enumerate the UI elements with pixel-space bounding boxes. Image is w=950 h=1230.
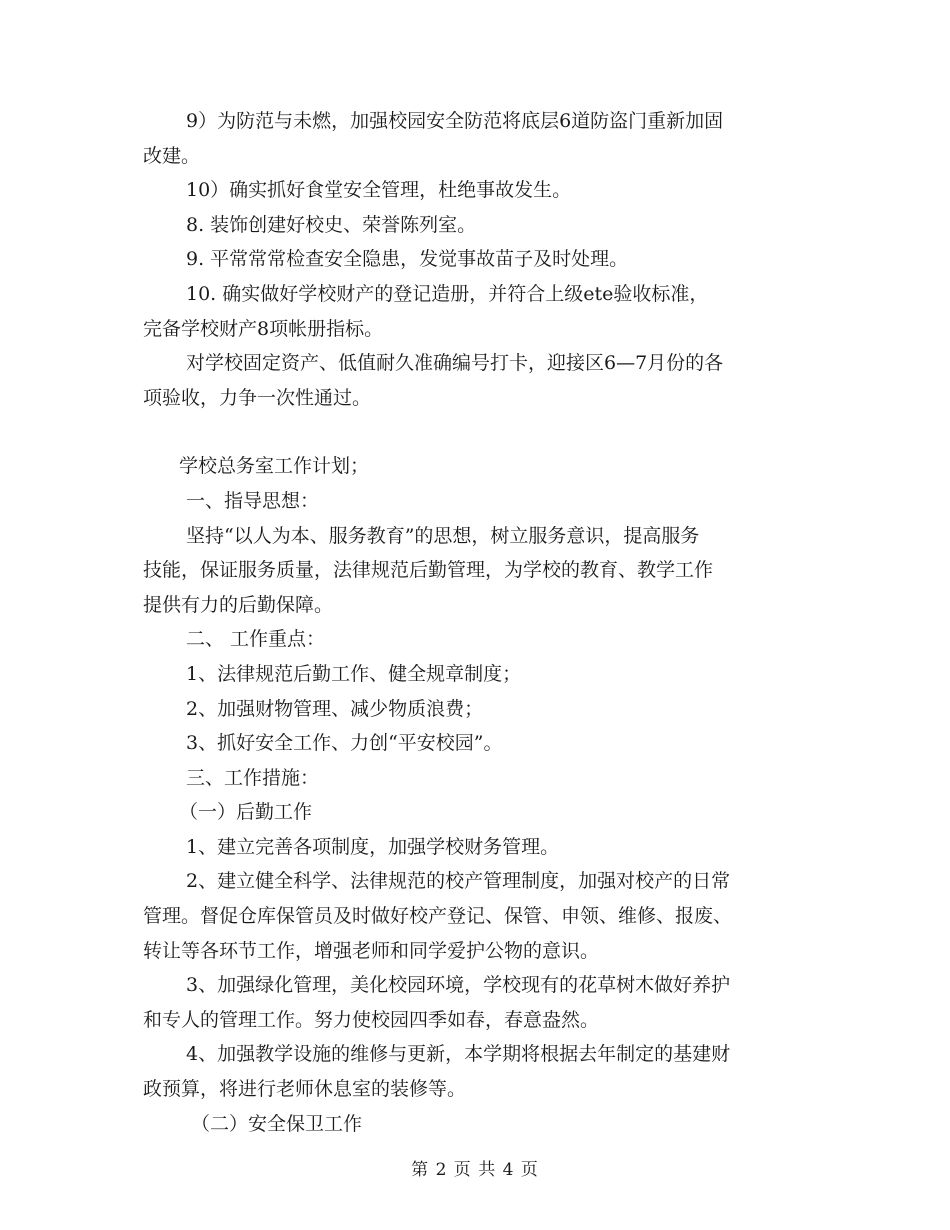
heading-work-focus — [143, 622, 813, 657]
text-line: 2、加强财物管理、减少物质浪费； — [186, 697, 484, 720]
item-10-property-register — [143, 277, 813, 346]
text-line: 8. 装饰创建好校史、荣誉陈列室。 — [186, 213, 477, 236]
text-line: （二）安全保卫工作 — [191, 1112, 363, 1135]
text-line: 对学校固定资产、低值耐久准确编号打卡，迎接区6—7月份的各 — [186, 352, 724, 375]
measure-item-4 — [143, 1037, 813, 1106]
subheading-security — [143, 1107, 813, 1142]
text-line: 转让等各环节工作，增强老师和同学爱护公物的意识。 — [143, 939, 600, 962]
heading-guiding-thought — [143, 484, 813, 519]
text-line: 提供有力的后勤保障。 — [143, 593, 334, 616]
measure-item-3 — [143, 968, 813, 1037]
fixed-assets-paragraph — [143, 346, 813, 415]
text-line: 9）为防范与未燃，加强校园安全防范将底层6道防盗门重新加固 — [186, 110, 724, 132]
text-line: （一）后勤工作 — [179, 801, 313, 824]
text-line: 改建。 — [143, 144, 201, 167]
text-line: 学校总务室工作计划； — [179, 455, 370, 478]
guiding-thought-paragraph — [143, 519, 813, 623]
text-line: 政预算，将进行老师休息室的装修等。 — [143, 1078, 467, 1101]
text-line: 10. 确实做好学校财产的登记造册，并符合上级ete验收标准， — [186, 282, 709, 305]
text-line: 三、工作措施： — [186, 766, 320, 789]
document-body — [143, 104, 813, 1141]
text-line: 和专人的管理工作。努力使校园四季如春，春意盎然。 — [143, 1008, 600, 1031]
item-9-door-reinforcement — [143, 104, 813, 173]
text-line: 3、抓好安全工作、力创“平安校园”。 — [186, 732, 503, 755]
text-line: 技能，保证服务质量，法律规范后勤管理，为学校的教育、教学工作 — [143, 559, 714, 582]
text-line: 4、加强教学设施的维修与更新，本学期将根据去年制定的基建财 — [186, 1043, 731, 1066]
item-10-canteen-safety — [143, 173, 813, 208]
text-line: 3、加强绿化管理，美化校园环境，学校现有的花草树木做好养护 — [186, 974, 731, 997]
subheading-logistics — [143, 795, 813, 830]
text-line: 二、 工作重点： — [186, 628, 326, 651]
page-number-footer: 第 2 页 共 4 页 — [411, 1160, 539, 1180]
text-line: 2、建立健全科学、法律规范的校产管理制度，加强对校产的日常 — [186, 870, 731, 893]
text-line: 10）确实抓好食堂安全管理，杜绝事故发生。 — [186, 179, 572, 202]
heading-work-measures — [143, 761, 813, 796]
measure-item-1 — [143, 830, 813, 865]
text-line: 管理。督促仓库保管员及时做好校产登记、保管、申领、维修、报废、 — [143, 905, 733, 928]
plan-title — [143, 449, 813, 484]
text-line: 9. 平常常常检查安全隐患，发觉事故苗子及时处理。 — [186, 248, 629, 271]
text-line: 1、建立完善各项制度，加强学校财务管理。 — [186, 835, 560, 858]
text-line: 项验收，力争一次性通过。 — [143, 386, 372, 409]
text-line: 一、指导思想： — [186, 489, 320, 512]
item-8-history-room — [143, 208, 813, 243]
text-line: 完备学校财产8项帐册指标。 — [143, 317, 384, 340]
item-9-hazard-check — [143, 242, 813, 277]
focus-item-3 — [143, 726, 813, 761]
measure-item-2 — [143, 864, 813, 968]
section-spacer — [143, 415, 813, 449]
text-line: 坚持“以人为本、服务教育”的思想，树立服务意识，提高服务 — [186, 524, 700, 547]
text-line: 1、法律规范后勤工作、健全规章制度； — [186, 662, 522, 685]
focus-item-2 — [143, 692, 813, 727]
focus-item-1 — [143, 657, 813, 692]
